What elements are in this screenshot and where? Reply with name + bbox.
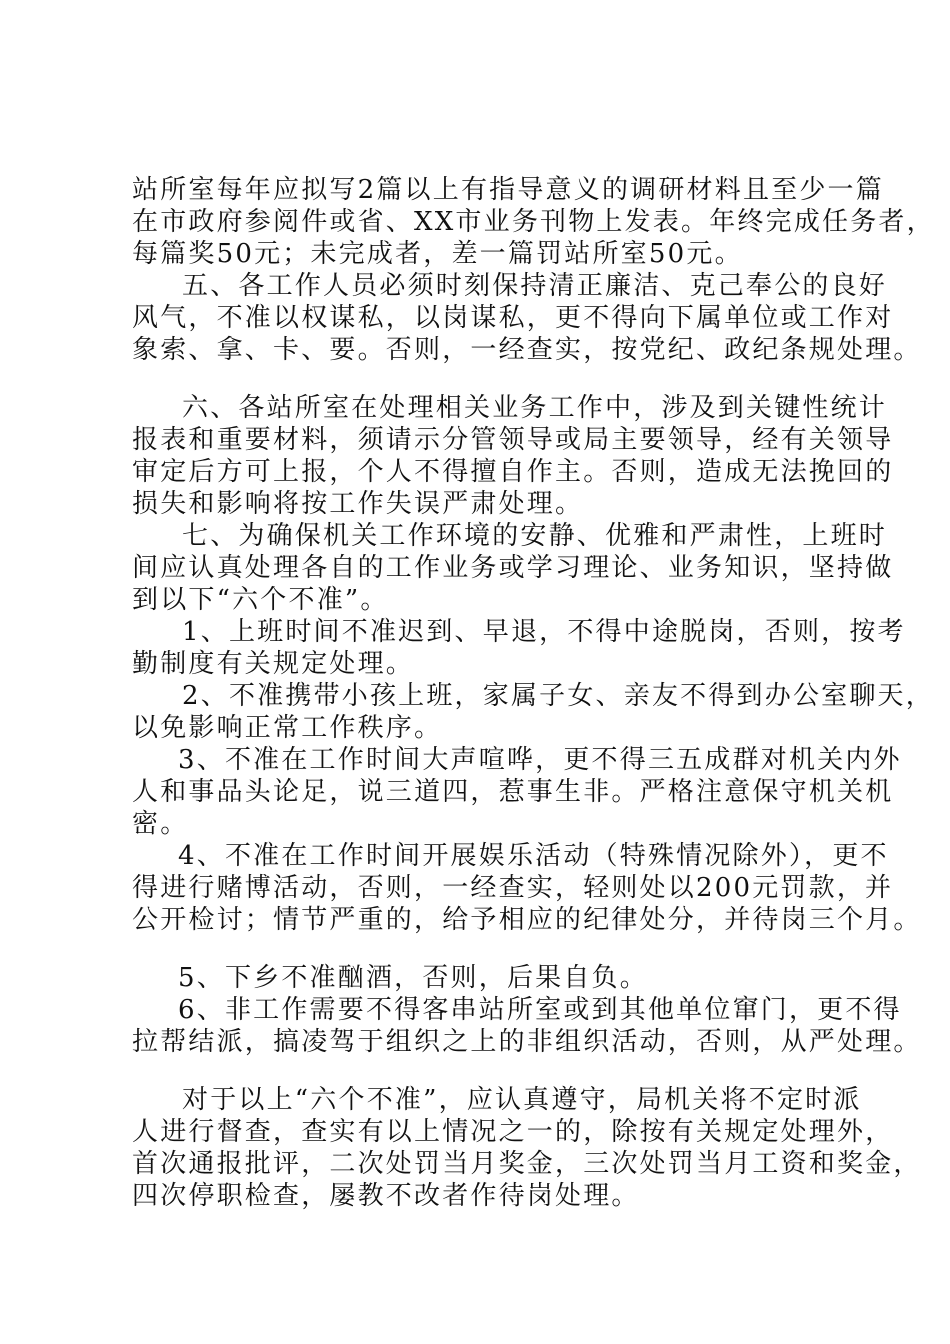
text-line: 公开检讨；情节严重的，给予相应的纪律处分，并待岗三个月。 <box>132 905 922 935</box>
paragraph-6-start: 六、各站所室在处理相关业务工作中，涉及到关键性统计 <box>182 393 888 423</box>
text-line: 象索、拿、卡、要。否则，一经查实，按党纪、政纪条规处理。 <box>132 335 922 365</box>
text-line: 站所室每年应拟写2篇以上有指导意义的调研材料且至少一篇 <box>132 175 884 205</box>
text-line: 首次通报批评，二次处罚当月奖金，三次处罚当月工资和奖金， <box>132 1149 922 1179</box>
paragraph-5-start: 五、各工作人员必须时刻保持清正廉洁、克己奉公的良好 <box>182 271 888 301</box>
text-line: 以免影响正常工作秩序。 <box>132 713 443 743</box>
rule-3-start: 3、不准在工作时间大声喧哗，更不得三五成群对机关内外 <box>178 745 902 775</box>
text-line: 在市政府参阅件或省、XX市业务刊物上发表。年终完成任务者， <box>132 207 935 237</box>
text-line: 报表和重要材料，须请示分管领导或局主要领导，经有关领导 <box>132 425 894 455</box>
text-line: 拉帮结派，搞凌驾于组织之上的非组织活动，否则，从严处理。 <box>132 1027 922 1057</box>
text-line: 得进行赌博活动，否则，一经查实，轻则处以200元罚款，并 <box>132 873 894 903</box>
text-line: 四次停职检查，屡教不改者作待岗处理。 <box>132 1181 640 1211</box>
text-line: 勤制度有关规定处理。 <box>132 649 415 679</box>
text-line: 每篇奖50元；未完成者，差一篇罚站所室50元。 <box>132 239 743 269</box>
text-line: 人和事品头论足，说三道四，惹事生非。严格注意保守机关机 <box>132 777 894 807</box>
text-line: 审定后方可上报，个人不得擅自作主。否则，造成无法挽回的 <box>132 457 894 487</box>
text-line: 间应认真处理各自的工作业务或学习理论、业务知识，坚持做 <box>132 553 894 583</box>
text-line: 损失和影响将按工作失误严肃处理。 <box>132 489 584 519</box>
text-line: 风气，不准以权谋私，以岗谋私，更不得向下属单位或工作对 <box>132 303 894 333</box>
text-line: 密。 <box>132 809 189 839</box>
paragraph-7-start: 七、为确保机关工作环境的安静、优雅和严肃性，上班时 <box>182 521 888 551</box>
closing-paragraph-start: 对于以上“六个不准”，应认真遵守，局机关将不定时派 <box>182 1085 862 1115</box>
rule-5: 5、下乡不准酗酒，否则，后果自负。 <box>178 963 648 993</box>
text-line: 到以下“六个不准”。 <box>132 585 389 615</box>
rule-6-start: 6、非工作需要不得客串站所室或到其他单位窜门，更不得 <box>178 995 902 1025</box>
rule-4-start: 4、不准在工作时间开展娱乐活动（特殊情况除外），更不 <box>178 841 889 871</box>
rule-1-start: 1、上班时间不准迟到、早退，不得中途脱岗，否则，按考 <box>182 617 906 647</box>
rule-2-start: 2、不准携带小孩上班，家属子女、亲友不得到办公室聊天， <box>182 681 934 711</box>
text-line: 人进行督查，查实有以上情况之一的，除按有关规定处理外， <box>132 1117 894 1147</box>
